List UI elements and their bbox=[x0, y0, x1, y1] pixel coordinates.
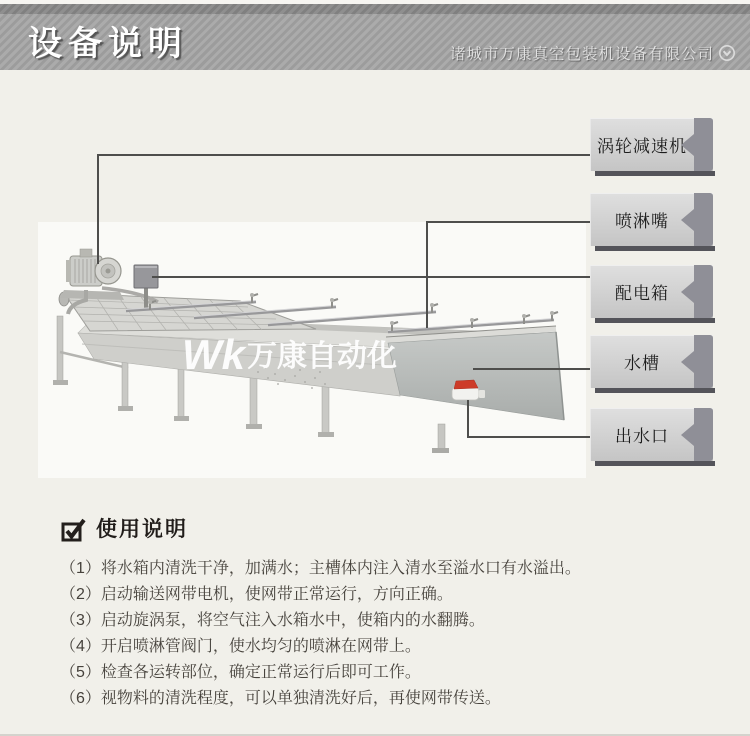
part-label-spray-nozzle bbox=[590, 193, 713, 246]
part-label-turbine-reducer bbox=[590, 118, 713, 171]
checkbox-check-icon bbox=[60, 516, 87, 543]
page-header bbox=[0, 0, 750, 70]
label-edge bbox=[694, 193, 713, 246]
part-label-text: 喷淋嘴 bbox=[615, 212, 669, 231]
usage-item: （3）启动旋涡泵，将空气注入水箱水中，使箱内的水翻腾。 bbox=[60, 611, 485, 629]
label-edge bbox=[694, 118, 713, 171]
usage-item: （1）将水箱内清洗干净，加满水；主槽体内注入清水至溢水口有水溢出。 bbox=[60, 560, 581, 577]
label-arrow-notch bbox=[681, 424, 694, 446]
watermark-text: 万康自动化 bbox=[247, 340, 397, 373]
label-arrow-notch bbox=[681, 134, 694, 156]
part-label-water-tank bbox=[590, 335, 713, 388]
usage-heading: 使用说明 bbox=[96, 518, 188, 541]
watermark-logo: Wk bbox=[182, 331, 245, 378]
company-badge bbox=[450, 42, 736, 64]
part-label-text: 涡轮减速机 bbox=[597, 137, 687, 156]
page-title: 设备说明 bbox=[28, 25, 188, 63]
part-label-text: 出水口 bbox=[615, 427, 669, 446]
usage-list bbox=[60, 556, 710, 711]
company-name: 诸城市万康真空包装机设备有限公司 bbox=[449, 46, 714, 63]
usage-item: （4）开启喷淋管阀门，使水均匀的喷淋在网带上。 bbox=[60, 637, 421, 655]
label-arrow-notch bbox=[681, 351, 694, 373]
header-dark-stripe-band bbox=[0, 4, 750, 14]
usage-item: （6）视物料的清洗程度，可以单独清洗好后，再使网带传送。 bbox=[60, 689, 501, 707]
label-edge bbox=[694, 335, 713, 388]
part-label-water-outlet bbox=[590, 408, 713, 461]
label-edge bbox=[694, 265, 713, 318]
label-edge bbox=[694, 408, 713, 461]
part-label-distribution-box bbox=[590, 265, 713, 318]
usage-instructions-section bbox=[60, 513, 710, 711]
usage-item: （2）启动输送网带电机，使网带正常运行，方向正确。 bbox=[60, 585, 453, 603]
part-label-text: 配电箱 bbox=[615, 284, 669, 303]
part-label-text: 水槽 bbox=[624, 354, 660, 373]
label-arrow-notch bbox=[681, 281, 694, 303]
chevron-down-circle-icon bbox=[718, 44, 736, 62]
usage-item: （5）检查各运转部位，确定正常运行后即可工作。 bbox=[60, 663, 421, 681]
usage-heading-row bbox=[60, 513, 710, 543]
label-arrow-notch bbox=[681, 209, 694, 231]
